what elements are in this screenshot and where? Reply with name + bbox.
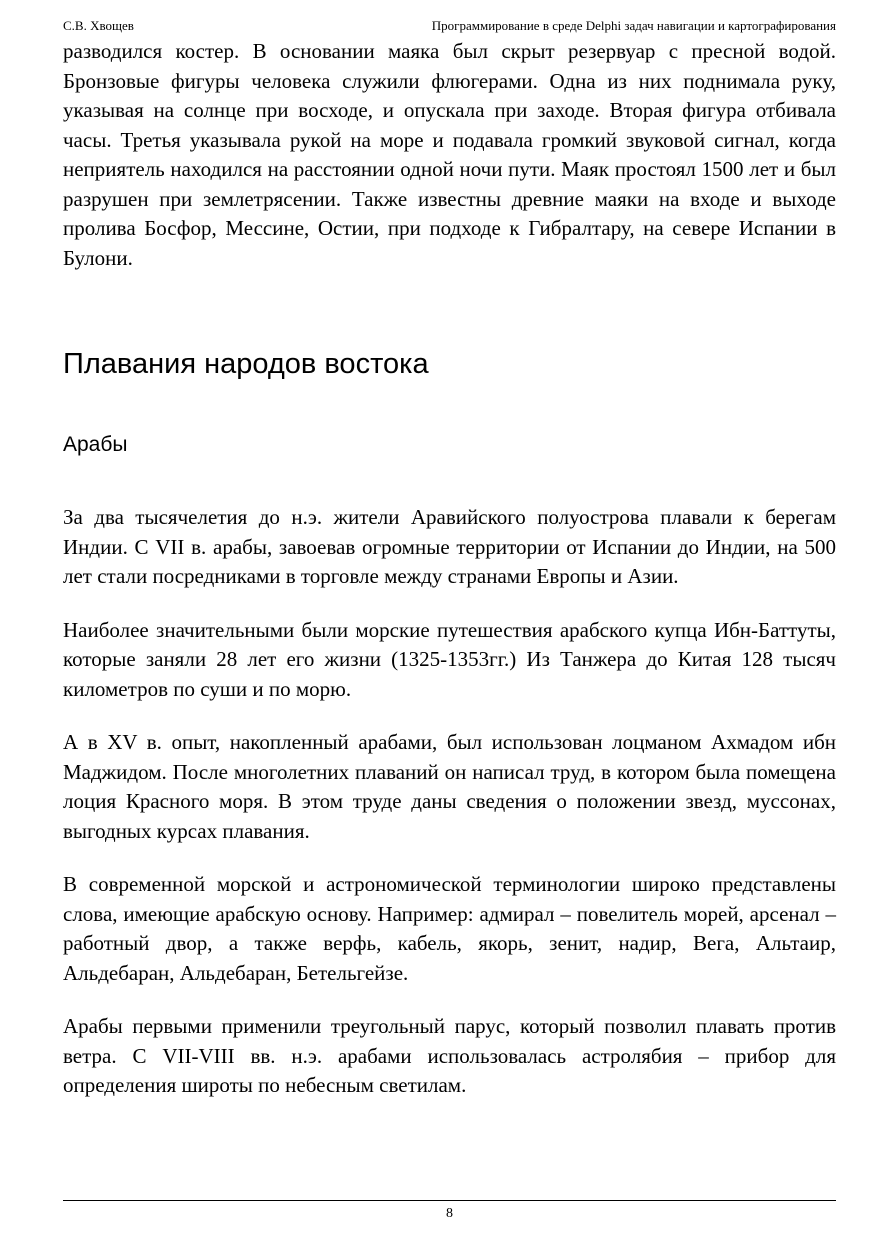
paragraph: А в XV в. опыт, накопленный арабами, был использован лоцманом Ахмадом ибн Маджидом. После многолетних плаваний он написал труд, в котором была помещена лоция Красного моря. В этом труде даны сведения о положении звезд, муссонах, выгодных курсах плавания. [63,730,836,843]
paragraph: В современной морской и астрономической терминологии широко представлены слова, имеющие арабскую основу. Например: адмирал – повелитель морей, арсенал – работный двор, а также верфь, кабель, якорь, зенит, надир, Вега, Альтаир, Альдебаран, Альдебаран, Бетельгейзе. [63,872,836,985]
header-title: Программирование в среде Delphi задач навигации и картографирования [431,18,836,33]
paragraph: За два тысячелетия до н.э. жители Аравийского полуострова плавали к берегам Индии. С VII в. арабы, завоевав огромные территории от Испании до Индии, на 500 лет стали посредниками в торговле между странами Европы и Азии. [63,505,836,588]
body-paragraphs [63,503,836,1125]
paragraph: Арабы первыми применили треугольный парус, который позволил плавать против ветра. С VII-VIII вв. н.э. арабами использовалась астролябия – прибор для определения широты по небесным светилам. [63,1014,836,1097]
header-author: С.В. Хвощев [63,18,134,33]
footer-divider [63,1200,836,1201]
running-header [63,16,836,36]
paragraph: Наиболее значительными были морские путешествия арабского купца Ибн-Баттуты, которые заняли 28 лет его жизни (1325-1353гг.) Из Танжера до Китая 128 тысяч километров по суши и по морю. [63,617,836,701]
page-number: 8 [446,1206,453,1221]
section-heading: Плавания народов востока [63,348,429,380]
subsection-heading: Арабы [63,433,128,456]
intro-paragraph: разводился костер. В основании маяка был скрыт резервуар с пресной водой. Бронзовые фигуры человека служили флюгерами. Одна из них поднимала руку, указывая на солнце при восходе, и опускала при заходе. Вторая фигура отбивала часы. Третья указывала рукой на море и подавала громкий звуковой сигнал, когда неприятель находился на расстоянии одной ночи пути. Маяк простоял 1500 лет и был разрушен при землетрясении. Также известны древние маяки на входе и выходе пролива Босфор, Мессине, Остии, при подходе к Гибралтару, на севере Испании в Булони. [63,39,836,270]
